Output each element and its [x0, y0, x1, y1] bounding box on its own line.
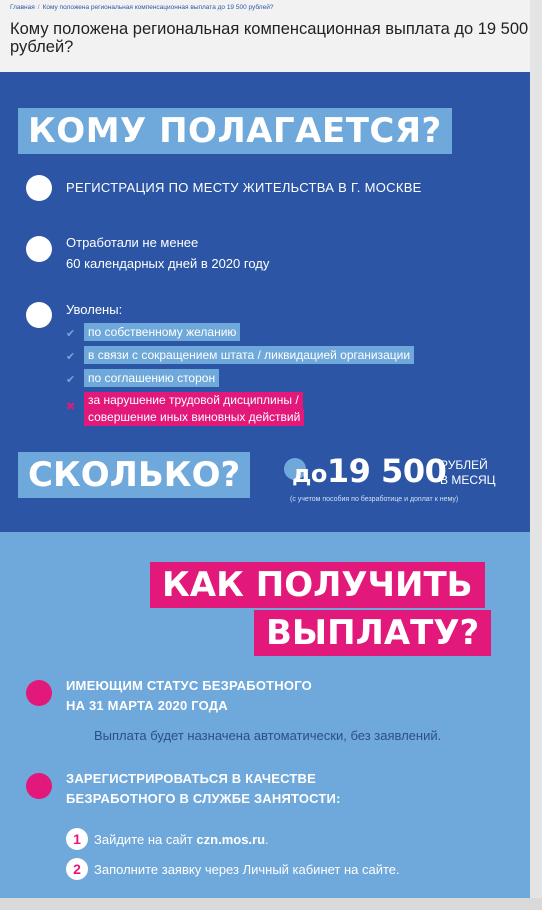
breadcrumb-home-link[interactable]: Главная: [10, 4, 35, 11]
condition-dismissed-label: Уволены:: [66, 302, 123, 317]
scrollbar[interactable]: [530, 0, 542, 910]
amount-note: (с учетом пособия по безработице и доплат к нему): [290, 496, 459, 503]
condition-registration: РЕГИСТРАЦИЯ ПО МЕСТУ ЖИТЕЛЬСТВА В Г. МОСКВЕ: [66, 180, 422, 195]
amount-prefix: до: [292, 460, 327, 488]
condition-bullet: [26, 302, 52, 328]
option-bullet: [26, 773, 52, 799]
check-icon: ✔: [66, 328, 76, 340]
option1-note: Выплата будет назначена автоматически, без заявлений.: [94, 728, 442, 743]
how-title-line1: КАК ПОЛУЧИТЬ: [150, 562, 485, 608]
option2-line1: ЗАРЕГИСТРИРОВАТЬСЯ В КАЧЕСТВЕ: [66, 771, 317, 786]
condition-bullet: [26, 175, 52, 201]
how-title-line2: ВЫПЛАТУ?: [254, 610, 491, 656]
reason-discipline-line1: за нарушение трудовой дисциплины /: [84, 392, 303, 409]
reason-agreement: по соглашению сторон: [84, 369, 219, 387]
option-bullet: [26, 680, 52, 706]
step-1-label: Зайдите на сайт: [94, 832, 197, 847]
czn-site-link[interactable]: czn.mos.ru: [196, 832, 266, 847]
step-1-tail: .: [265, 832, 269, 847]
who-title: КОМУ ПОЛАГАЕТСЯ?: [18, 108, 452, 154]
reason-discipline-line2: совершение иных виновных действий: [84, 409, 304, 426]
option2-line2: БЕЗРАБОТНОГО В СЛУЖБЕ ЗАНЯТОСТИ:: [66, 791, 341, 806]
cross-icon: ✖: [66, 401, 76, 413]
amount-unit-line2: В МЕСЯЦ: [440, 473, 496, 487]
breadcrumb-current-link[interactable]: Кому положена региональная компенсационная выплата до 19 500 рублей?: [42, 4, 274, 11]
page-footer-strip: [0, 898, 542, 910]
option1-line2: НА 31 МАРТА 2020 ГОДА: [66, 698, 228, 713]
amount-number: 19 500: [326, 452, 447, 490]
step-number-1: 1: [66, 828, 88, 850]
amount-unit: [440, 458, 496, 488]
breadcrumb-separator: /: [37, 4, 40, 11]
step-1-text: [94, 832, 269, 847]
check-icon: ✔: [66, 351, 76, 363]
amount-value: [292, 452, 446, 490]
condition-worked-line2: 60 календарных дней в 2020 году: [66, 256, 270, 271]
step-2-text: Заполните заявку через Личный кабинет на сайте.: [94, 862, 400, 877]
amount-unit-line1: РУБЛЕЙ: [440, 458, 488, 472]
page-title: Кому положена региональная компенсационная выплата до 19 500 рублей?: [10, 20, 529, 56]
reason-staff-reduction: в связи с сокращением штата / ликвидацией организации: [84, 346, 414, 364]
check-icon: ✔: [66, 374, 76, 386]
breadcrumb: [10, 4, 273, 11]
reason-own-will: по собственному желанию: [84, 323, 240, 341]
step-number-2: 2: [66, 858, 88, 880]
condition-bullet: [26, 236, 52, 262]
condition-worked-line1: Отработали не менее: [66, 235, 199, 250]
option1-line1: ИМЕЮЩИМ СТАТУС БЕЗРАБОТНОГО: [66, 678, 312, 693]
howmuch-title: СКОЛЬКО?: [18, 452, 250, 498]
